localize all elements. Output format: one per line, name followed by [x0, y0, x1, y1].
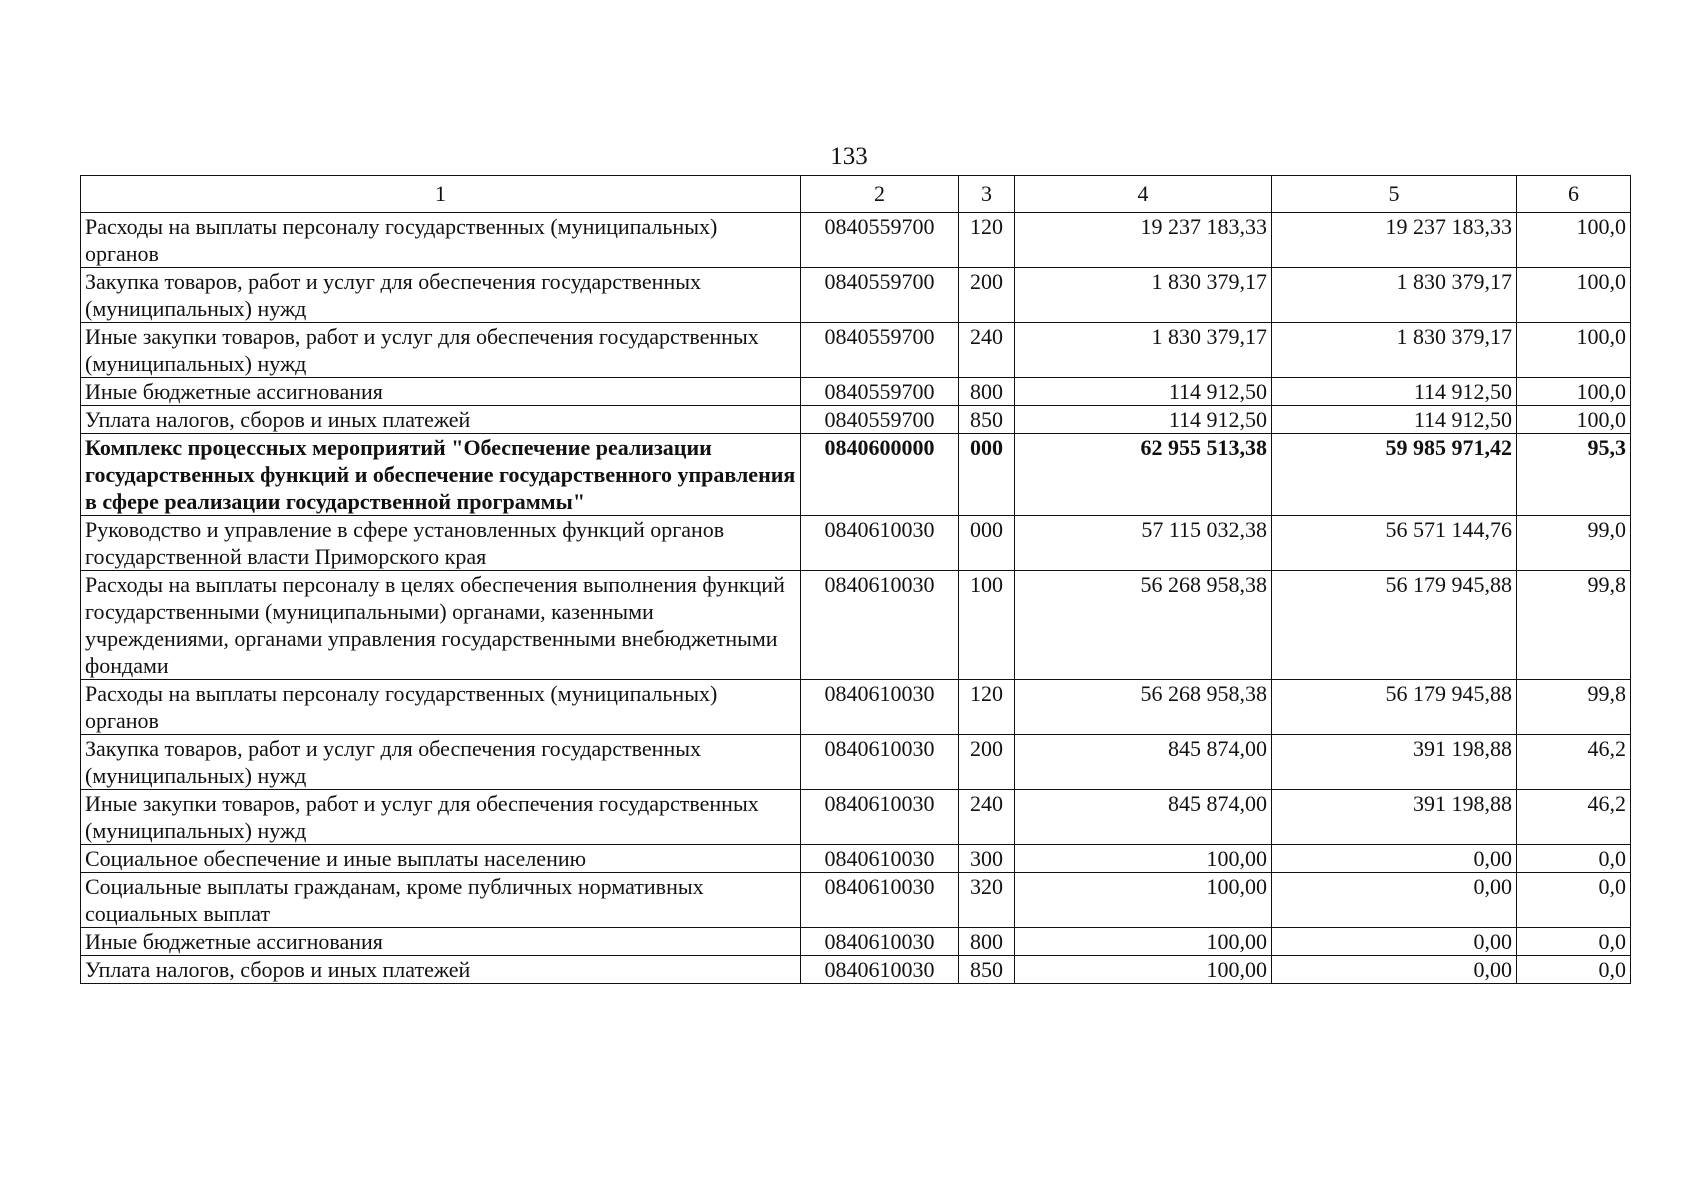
row-plan-amount: 114 912,50: [1015, 378, 1272, 406]
row-plan-amount: 100,00: [1015, 873, 1272, 928]
row-target-code: 0840559700: [801, 378, 959, 406]
row-name: Иные бюджетные ассигнования: [81, 378, 801, 406]
row-target-code: 0840610030: [801, 516, 959, 571]
row-fact-amount: 114 912,50: [1272, 406, 1517, 434]
row-fact-amount: 114 912,50: [1272, 378, 1517, 406]
row-target-code: 0840559700: [801, 406, 959, 434]
table-row: [81, 268, 1631, 323]
row-name: Социальные выплаты гражданам, кроме публичных нормативных социальных выплат: [81, 873, 801, 928]
row-expense-type: 320: [959, 873, 1015, 928]
row-expense-type: 850: [959, 406, 1015, 434]
row-fact-amount: 56 179 945,88: [1272, 680, 1517, 735]
row-expense-type: 120: [959, 680, 1015, 735]
row-percent: 100,0: [1517, 378, 1631, 406]
row-target-code: 0840610030: [801, 928, 959, 956]
row-plan-amount: 19 237 183,33: [1015, 213, 1272, 268]
row-fact-amount: 56 179 945,88: [1272, 571, 1517, 680]
row-percent: 100,0: [1517, 323, 1631, 378]
table-row: [81, 790, 1631, 845]
row-name: Комплекс процессных мероприятий "Обеспечение реализации государственных функций и обеспечение государственного управления в сфере реализации государственной программы": [81, 434, 801, 516]
table-row: [81, 735, 1631, 790]
row-plan-amount: 114 912,50: [1015, 406, 1272, 434]
row-expense-type: 000: [959, 434, 1015, 516]
row-plan-amount: 845 874,00: [1015, 735, 1272, 790]
row-name: Расходы на выплаты персоналу в целях обеспечения выполнения функций государственными (муниципальными) органами, казенными учреждениями, органами управления государственными внебюджетными фондами: [81, 571, 801, 680]
row-fact-amount: 391 198,88: [1272, 790, 1517, 845]
row-target-code: 0840600000: [801, 434, 959, 516]
row-percent: 100,0: [1517, 406, 1631, 434]
table-row: [81, 213, 1631, 268]
row-fact-amount: 0,00: [1272, 956, 1517, 984]
table-row: [81, 845, 1631, 873]
table-row: [81, 571, 1631, 680]
row-target-code: 0840559700: [801, 213, 959, 268]
row-name: Иные бюджетные ассигнования: [81, 928, 801, 956]
row-target-code: 0840610030: [801, 571, 959, 680]
row-fact-amount: 1 830 379,17: [1272, 323, 1517, 378]
row-percent: 100,0: [1517, 268, 1631, 323]
row-fact-amount: 59 985 971,42: [1272, 434, 1517, 516]
row-fact-amount: 19 237 183,33: [1272, 213, 1517, 268]
table-row: [81, 406, 1631, 434]
table-row: [81, 873, 1631, 928]
row-expense-type: 800: [959, 378, 1015, 406]
row-percent: 0,0: [1517, 928, 1631, 956]
row-plan-amount: 1 830 379,17: [1015, 268, 1272, 323]
table-row: [81, 956, 1631, 984]
row-name: Закупка товаров, работ и услуг для обеспечения государственных (муниципальных) нужд: [81, 268, 801, 323]
header-col-3: 3: [959, 176, 1015, 213]
row-fact-amount: 0,00: [1272, 928, 1517, 956]
row-name: Иные закупки товаров, работ и услуг для обеспечения государственных (муниципальных) нужд: [81, 790, 801, 845]
table-header-row: [81, 176, 1631, 213]
row-plan-amount: 56 268 958,38: [1015, 571, 1272, 680]
row-expense-type: 240: [959, 790, 1015, 845]
row-expense-type: 300: [959, 845, 1015, 873]
row-name: Руководство и управление в сфере установленных функций органов государственной власти Приморского края: [81, 516, 801, 571]
table-row: [81, 378, 1631, 406]
budget-table: [80, 175, 1631, 984]
row-target-code: 0840610030: [801, 735, 959, 790]
row-percent: 0,0: [1517, 956, 1631, 984]
table-row: [81, 434, 1631, 516]
row-name: Социальное обеспечение и иные выплаты населению: [81, 845, 801, 873]
row-fact-amount: 0,00: [1272, 873, 1517, 928]
table-row: [81, 680, 1631, 735]
row-percent: 46,2: [1517, 790, 1631, 845]
row-name: Закупка товаров, работ и услуг для обеспечения государственных (муниципальных) нужд: [81, 735, 801, 790]
row-expense-type: 800: [959, 928, 1015, 956]
row-expense-type: 200: [959, 268, 1015, 323]
table-row: [81, 928, 1631, 956]
row-name: Иные закупки товаров, работ и услуг для обеспечения государственных (муниципальных) нужд: [81, 323, 801, 378]
row-plan-amount: 100,00: [1015, 956, 1272, 984]
row-plan-amount: 1 830 379,17: [1015, 323, 1272, 378]
row-target-code: 0840610030: [801, 956, 959, 984]
row-target-code: 0840610030: [801, 680, 959, 735]
row-target-code: 0840559700: [801, 323, 959, 378]
row-plan-amount: 62 955 513,38: [1015, 434, 1272, 516]
header-col-2: 2: [801, 176, 959, 213]
header-col-4: 4: [1015, 176, 1272, 213]
row-fact-amount: 0,00: [1272, 845, 1517, 873]
row-expense-type: 100: [959, 571, 1015, 680]
row-percent: 99,8: [1517, 571, 1631, 680]
row-plan-amount: 100,00: [1015, 845, 1272, 873]
row-name: Расходы на выплаты персоналу государственных (муниципальных) органов: [81, 213, 801, 268]
row-percent: 99,8: [1517, 680, 1631, 735]
row-fact-amount: 391 198,88: [1272, 735, 1517, 790]
row-percent: 0,0: [1517, 873, 1631, 928]
header-col-5: 5: [1272, 176, 1517, 213]
row-target-code: 0840610030: [801, 873, 959, 928]
row-plan-amount: 845 874,00: [1015, 790, 1272, 845]
row-expense-type: 200: [959, 735, 1015, 790]
row-expense-type: 240: [959, 323, 1015, 378]
table-row: [81, 323, 1631, 378]
row-percent: 0,0: [1517, 845, 1631, 873]
row-plan-amount: 57 115 032,38: [1015, 516, 1272, 571]
row-expense-type: 000: [959, 516, 1015, 571]
row-expense-type: 850: [959, 956, 1015, 984]
row-target-code: 0840610030: [801, 790, 959, 845]
row-target-code: 0840559700: [801, 268, 959, 323]
header-col-6: 6: [1517, 176, 1631, 213]
row-percent: 100,0: [1517, 213, 1631, 268]
row-plan-amount: 100,00: [1015, 928, 1272, 956]
row-fact-amount: 56 571 144,76: [1272, 516, 1517, 571]
row-name: Расходы на выплаты персоналу государственных (муниципальных) органов: [81, 680, 801, 735]
row-percent: 46,2: [1517, 735, 1631, 790]
row-fact-amount: 1 830 379,17: [1272, 268, 1517, 323]
table-row: [81, 516, 1631, 571]
header-col-1: 1: [81, 176, 801, 213]
row-percent: 95,3: [1517, 434, 1631, 516]
row-name: Уплата налогов, сборов и иных платежей: [81, 406, 801, 434]
row-target-code: 0840610030: [801, 845, 959, 873]
row-plan-amount: 56 268 958,38: [1015, 680, 1272, 735]
row-name: Уплата налогов, сборов и иных платежей: [81, 956, 801, 984]
page-number: 133: [830, 143, 868, 170]
row-expense-type: 120: [959, 213, 1015, 268]
row-percent: 99,0: [1517, 516, 1631, 571]
